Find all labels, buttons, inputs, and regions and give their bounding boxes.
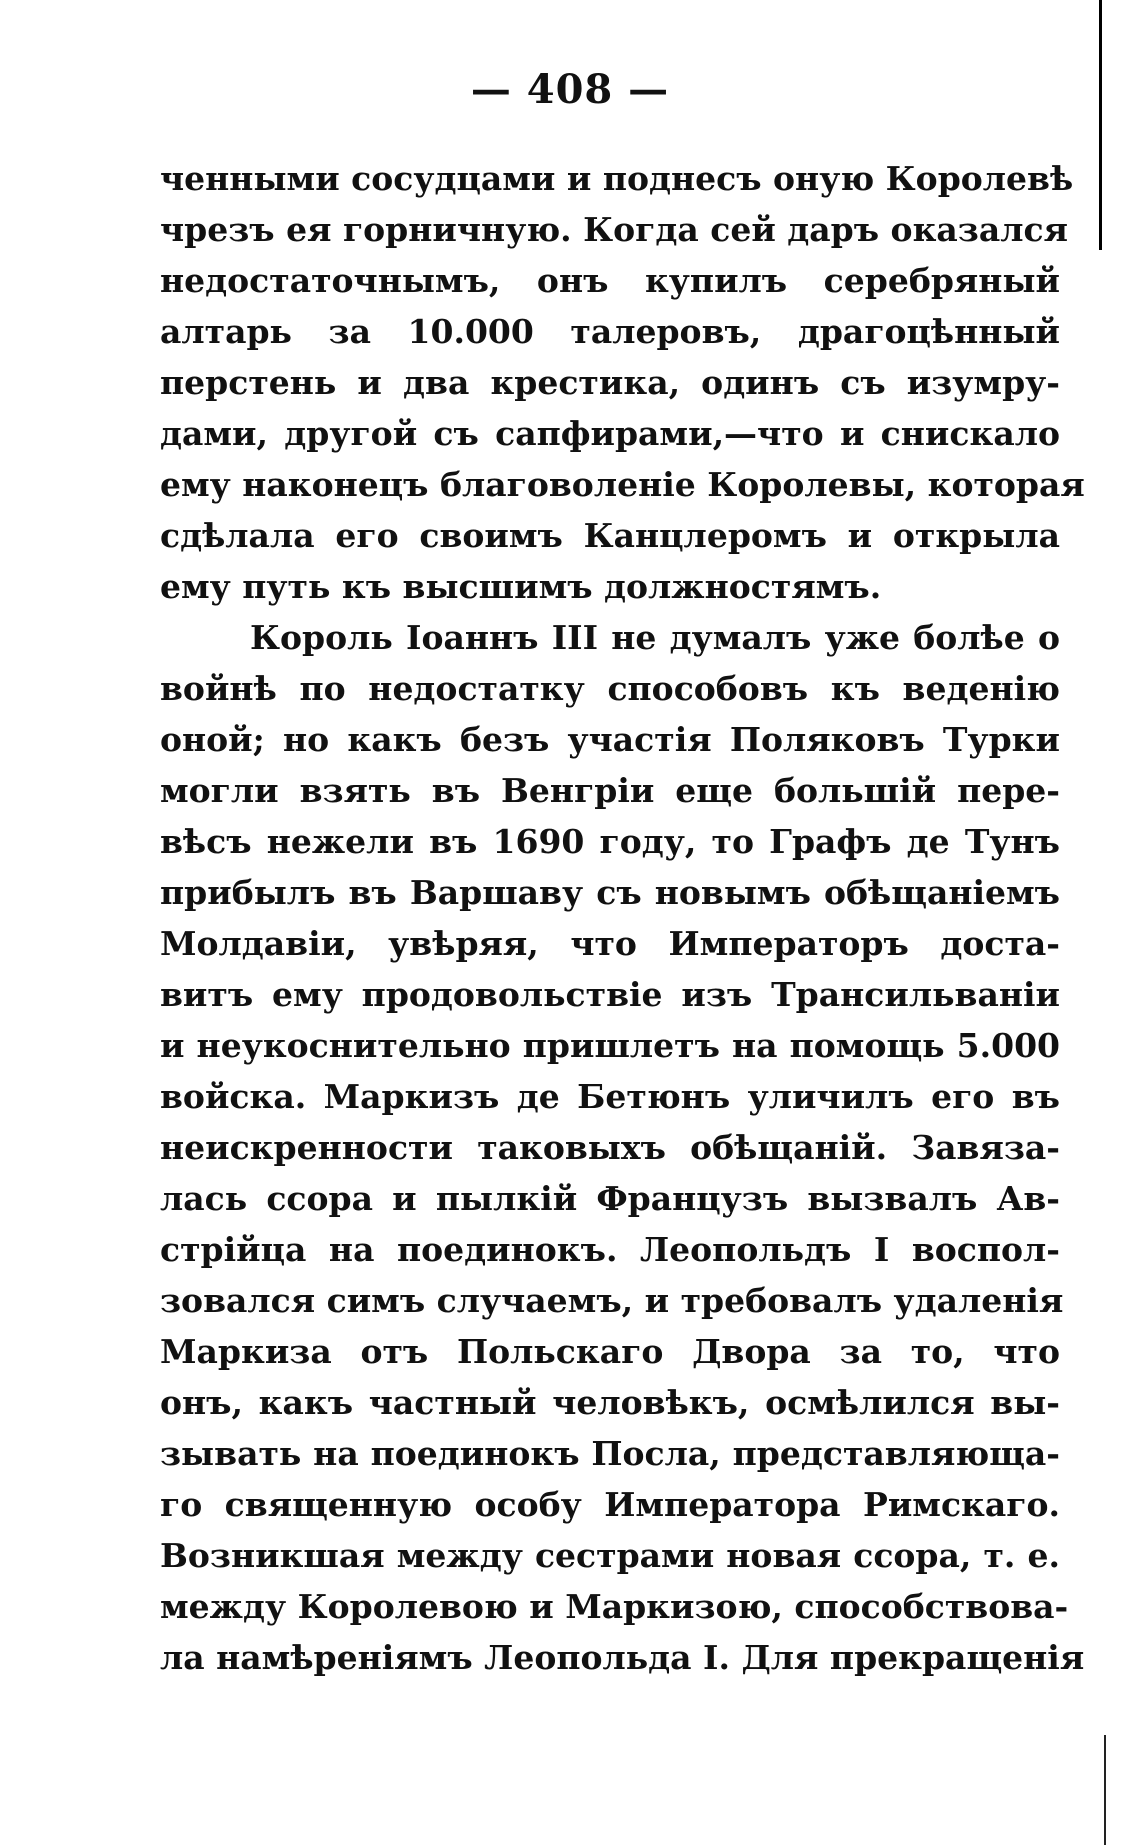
text-line: ченными сосудцами и поднесъ оную Королевѣ (160, 159, 1074, 198)
text-line: между Королевою и Маркизою, способствова- (160, 1587, 1069, 1626)
text-line: могли взять въ Венгріи еще большій пере- (160, 771, 1060, 810)
text-line: войска. Маркизъ де Бетюнъ уличилъ его въ (160, 1077, 1060, 1116)
text-line: и неукоснительно пришлетъ на помощь 5.000 (160, 1026, 1060, 1065)
text-line: перстень и два крестика, одинъ съ изумру- (160, 363, 1060, 402)
page-edge-shadow (1099, 0, 1102, 250)
text-line: ему наконецъ благоволеніе Королевы, которая (160, 465, 1085, 504)
text-line: Молдавіи, увѣряя, что Императоръ доста- (160, 924, 1060, 963)
body-text (160, 153, 1085, 1683)
text-line: оной; но какъ безъ участія Поляковъ Турки (160, 720, 1060, 759)
paragraph-end-line: ему путь къ высшимъ должностямъ. (160, 567, 882, 606)
paragraph-first-line: Король Іоаннъ III не думалъ уже болѣе о (250, 618, 1060, 657)
text-line: прибылъ въ Варшаву съ новымъ обѣщаніемъ (160, 873, 1060, 912)
text-line: недостаточнымъ, онъ купилъ серебряный (160, 261, 1060, 300)
text-line: витъ ему продовольствіе изъ Трансильваніи (160, 975, 1060, 1014)
page-edge-shadow-bottom (1104, 1735, 1106, 1845)
text-line: вѣсъ нежели въ 1690 году, то Графъ де Тунъ (160, 822, 1060, 861)
text-line: зовался симъ случаемъ, и требовалъ удаленія (160, 1281, 1064, 1320)
text-line: Маркиза отъ Польскаго Двора за то, что (160, 1332, 1060, 1371)
text-line: онъ, какъ частный человѣкъ, осмѣлился вы- (160, 1383, 1060, 1422)
text-line: стрійца на поединокъ. Леопольдъ I воспол- (160, 1230, 1060, 1269)
text-line: войнѣ по недостатку способовъ къ веденію (160, 669, 1060, 708)
text-line: лась ссора и пылкій Французъ вызвалъ Ав- (160, 1179, 1060, 1218)
text-line: зывать на поединокъ Посла, представляюща- (160, 1434, 1060, 1473)
text-line: чрезъ ея горничную. Когда сей даръ оказался (160, 210, 1068, 249)
text-line: неискренности таковыхъ обѣщаній. Завяза- (160, 1128, 1060, 1167)
text-line: Возникшая между сестрами новая ссора, т. е. (160, 1536, 1060, 1575)
text-line: сдѣлала его своимъ Канцлеромъ и открыла (160, 516, 1060, 555)
text-line: ла намѣреніямъ Леопольда I. Для прекращенія (160, 1638, 1085, 1677)
text-line: дами, другой съ сапфирами,—что и снискало (160, 414, 1060, 453)
text-line: го священную особу Императора Римскаго. (160, 1485, 1060, 1524)
page-number: — 408 — (470, 66, 670, 113)
text-line: алтарь за 10.000 талеровъ, драгоцѣнный (160, 312, 1060, 351)
